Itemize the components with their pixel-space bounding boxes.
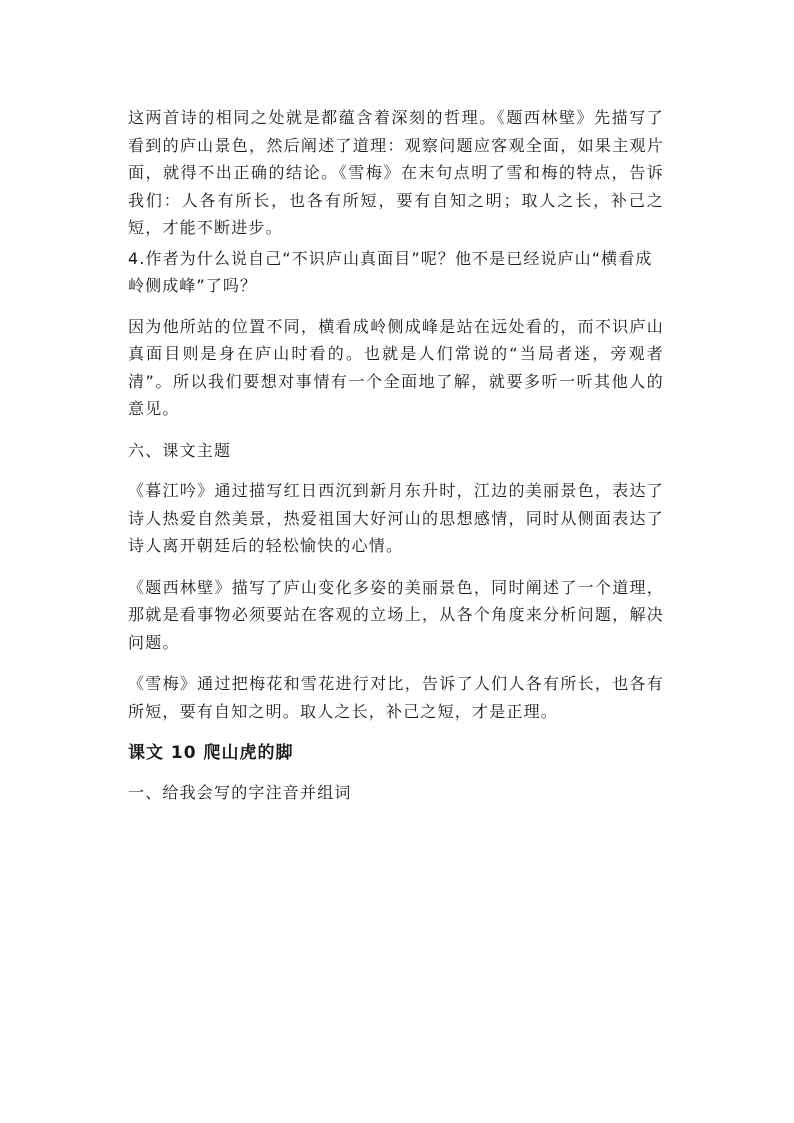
answer-4: 因为他所站的位置不同，横看成岭侧成峰是站在远处看的，而不识庐山真面目则是身在庐山时看的。也就是人们常说的“当局者迷，旁观者清”。所以我们要想对事情有一个全面地了解，就要多听一听其他人的意见。 (128, 316, 664, 418)
theme-mujiangyin: 《暮江吟》通过描写红日西沉到新月东升时，江边的美丽景色，表达了诗人热爱自然美景，热爱祖国大好河山的思想感情，同时从侧面表达了诗人离开朝廷后的轻松愉快的心情。 (128, 481, 664, 555)
theme-xuemei: 《雪梅》通过把梅花和雪花进行对比，告诉了人们人各有所长，也各有所短，要有自知之明。取人之长，补己之短，才是正理。 (128, 674, 664, 721)
question-4: 4.作者为什么说自己“不识庐山真面目”呢？他不是已经说庐山“横看成岭侧成峰”了吗？ (128, 248, 653, 295)
section-heading-themes: 六、课文主题 (128, 440, 232, 460)
paragraph-comparison: 这两首诗的相同之处就是都蕴含着深刻的哲理。《题西林壁》先描写了看到的庐山景色，然后阐述了道理：观察问题应客观全面，如果主观片面，就得不出正确的结论。《雪梅》在末句点明了雪和梅的特点，告诉我们：人各有所长，也各有所短，要有自知之明；取人之长，补己之短，才能不断进步。 (128, 108, 664, 237)
lesson-title: 课文 10 爬山虎的脚 (128, 743, 294, 763)
theme-tixilinbi: 《题西林壁》描写了庐山变化多姿的美丽景色，同时阐述了一个道理，那就是看事物必须要站在客观的立场上，从各个角度来分析问题，解决问题。 (128, 577, 664, 652)
document-body (128, 104, 664, 820)
section-heading-characters: 一、给我会写的字注音并组词 (128, 783, 352, 802)
